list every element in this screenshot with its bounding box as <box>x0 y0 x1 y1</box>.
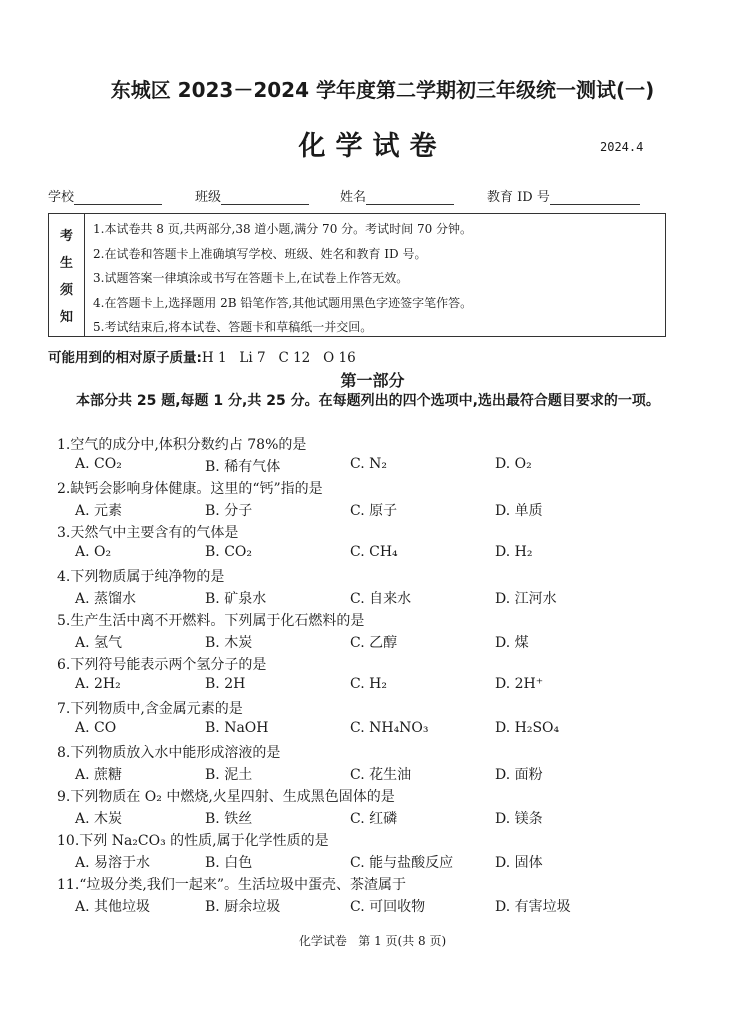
answer-option: D. 江河水 <box>495 591 557 607</box>
subject-title: 化学试卷 <box>298 131 447 162</box>
notice-item: 4.在答题卡上,选择题用 2B 铅笔作答,其他试题用黑色字迹签字笔作答。 <box>93 295 473 310</box>
answer-option: C. 能与盐酸反应 <box>350 855 454 871</box>
school-blank <box>74 191 162 205</box>
answer-option: B. CO₂ <box>205 544 252 560</box>
question-stem: 3.天然气中主要含有的气体是 <box>57 525 239 541</box>
answer-option: C. H₂ <box>350 676 387 692</box>
page-footer: 化学试卷 第 1 页(共 8 页) <box>298 934 447 948</box>
notice-items <box>85 214 472 336</box>
question-stem: 10.下列 Na₂CO₃ 的性质,属于化学性质的是 <box>57 833 329 849</box>
answer-option: C. CH₄ <box>350 544 398 560</box>
answer-option: C. 可回收物 <box>350 899 426 915</box>
answer-option: D. 2H⁺ <box>495 676 544 692</box>
answer-option: B. 白色 <box>205 855 253 871</box>
answer-option: D. H₂SO₄ <box>495 720 560 736</box>
exam-title: 东城区 2023－2024 学年度第二学期初三年级统一测试(一) <box>110 78 655 102</box>
answer-option: C. 乙醇 <box>350 635 398 651</box>
answer-option: D. 镁条 <box>495 811 543 827</box>
answer-option: B. 铁丝 <box>205 811 253 827</box>
atomic-mass-line <box>48 346 356 366</box>
notice-box <box>48 213 666 337</box>
answer-option: B. NaOH <box>205 720 269 736</box>
notice-label-char: 知 <box>59 310 73 325</box>
answer-option: B. 木炭 <box>205 635 253 651</box>
answer-option: A. 蒸馏水 <box>75 591 137 607</box>
answer-option: D. 单质 <box>495 503 543 519</box>
school-field <box>48 186 162 205</box>
class-blank <box>221 191 309 205</box>
notice-item: 2.在试卷和答题卡上准确填写学校、班级、姓名和教育 ID 号。 <box>93 246 427 261</box>
question-stem: 5.生产生活中离不开燃料。下列属于化石燃料的是 <box>57 613 365 629</box>
answer-option: D. O₂ <box>495 456 532 472</box>
notice-label-char: 须 <box>59 283 73 298</box>
question-stem: 1.空气的成分中,体积分数约占 78%的是 <box>57 437 307 453</box>
exam-date: 2024.4 <box>600 140 644 154</box>
name-field <box>340 186 454 205</box>
answer-option: D. H₂ <box>495 544 533 560</box>
question-stem: 7.下列物质中,含金属元素的是 <box>57 701 243 717</box>
notice-item: 1.本试卷共 8 页,共两部分,38 道小题,满分 70 分。考试时间 70 分钟。 <box>93 222 473 236</box>
answer-option: A. 其他垃圾 <box>75 899 151 915</box>
answer-option: C. NH₄NO₃ <box>350 720 429 736</box>
name-blank <box>366 191 454 205</box>
class-label: 班级 <box>195 190 222 205</box>
question-stem: 9.下列物质在 O₂ 中燃烧,火星四射、生成黑色固体的是 <box>57 789 395 805</box>
name-label: 姓名 <box>340 190 367 205</box>
answer-option: C. 自来水 <box>350 591 412 607</box>
answer-option: A. 蔗糖 <box>75 767 123 783</box>
answer-option: D. 有害垃圾 <box>495 899 571 915</box>
question-stem: 2.缺钙会影响身体健康。这里的“钙”指的是 <box>57 481 323 497</box>
question-stem: 4.下列物质属于纯净物的是 <box>57 569 225 585</box>
answer-option: A. 氢气 <box>75 635 123 651</box>
answer-option: B. 分子 <box>205 503 253 519</box>
question-stem: 11.“垃圾分类,我们一起来”。生活垃圾中蛋壳、茶渣属于 <box>57 877 407 893</box>
answer-option: A. O₂ <box>75 544 112 560</box>
notice-item: 5.考试结束后,将本试卷、答题卡和草稿纸一并交回。 <box>93 320 373 334</box>
answer-option: D. 煤 <box>495 635 529 651</box>
answer-option: D. 面粉 <box>495 767 543 783</box>
answer-option: B. 泥土 <box>205 767 253 783</box>
part-intro: 本部分共 25 题,每题 1 分,共 25 分。在每题列出的四个选项中,选出最符合题目要求的一项。 <box>76 393 660 409</box>
id-label: 教育 ID 号 <box>487 190 550 205</box>
school-label: 学校 <box>48 190 75 205</box>
answer-option: A. 木炭 <box>75 811 123 827</box>
id-field <box>487 186 640 205</box>
answer-option: B. 矿泉水 <box>205 591 267 607</box>
answer-option: C. 花生油 <box>350 767 412 783</box>
answer-option: B. 稀有气体 <box>205 459 281 475</box>
answer-option: A. 2H₂ <box>75 676 121 692</box>
notice-item: 3.试题答案一律填涂或书写在答题卡上,在试卷上作答无效。 <box>93 271 409 285</box>
question-stem: 8.下列物质放入水中能形成溶液的是 <box>57 745 281 761</box>
question-stem: 6.下列符号能表示两个氢分子的是 <box>57 657 267 673</box>
answer-option: A. 易溶于水 <box>75 855 151 871</box>
answer-option: C. 原子 <box>350 503 398 519</box>
atomic-mass-values: H 1 Li 7 C 12 O 16 <box>201 350 356 366</box>
answer-option: B. 厨余垃圾 <box>205 899 281 915</box>
answer-option: B. 2H <box>205 676 246 692</box>
answer-option: A. CO <box>75 720 117 736</box>
notice-label-char: 考 <box>59 229 73 244</box>
answer-option: C. 红磷 <box>350 811 398 827</box>
answer-option: D. 固体 <box>495 855 543 871</box>
answer-option: A. CO₂ <box>75 456 122 472</box>
answer-option: A. 元素 <box>75 503 123 519</box>
atomic-mass-label: 可能用到的相对原子质量: <box>48 350 202 366</box>
id-blank <box>550 191 640 205</box>
notice-label <box>49 214 85 336</box>
part-title: 第一部分 <box>340 371 405 390</box>
notice-label-char: 生 <box>59 256 73 271</box>
class-field <box>195 186 309 205</box>
answer-option: C. N₂ <box>350 456 387 472</box>
